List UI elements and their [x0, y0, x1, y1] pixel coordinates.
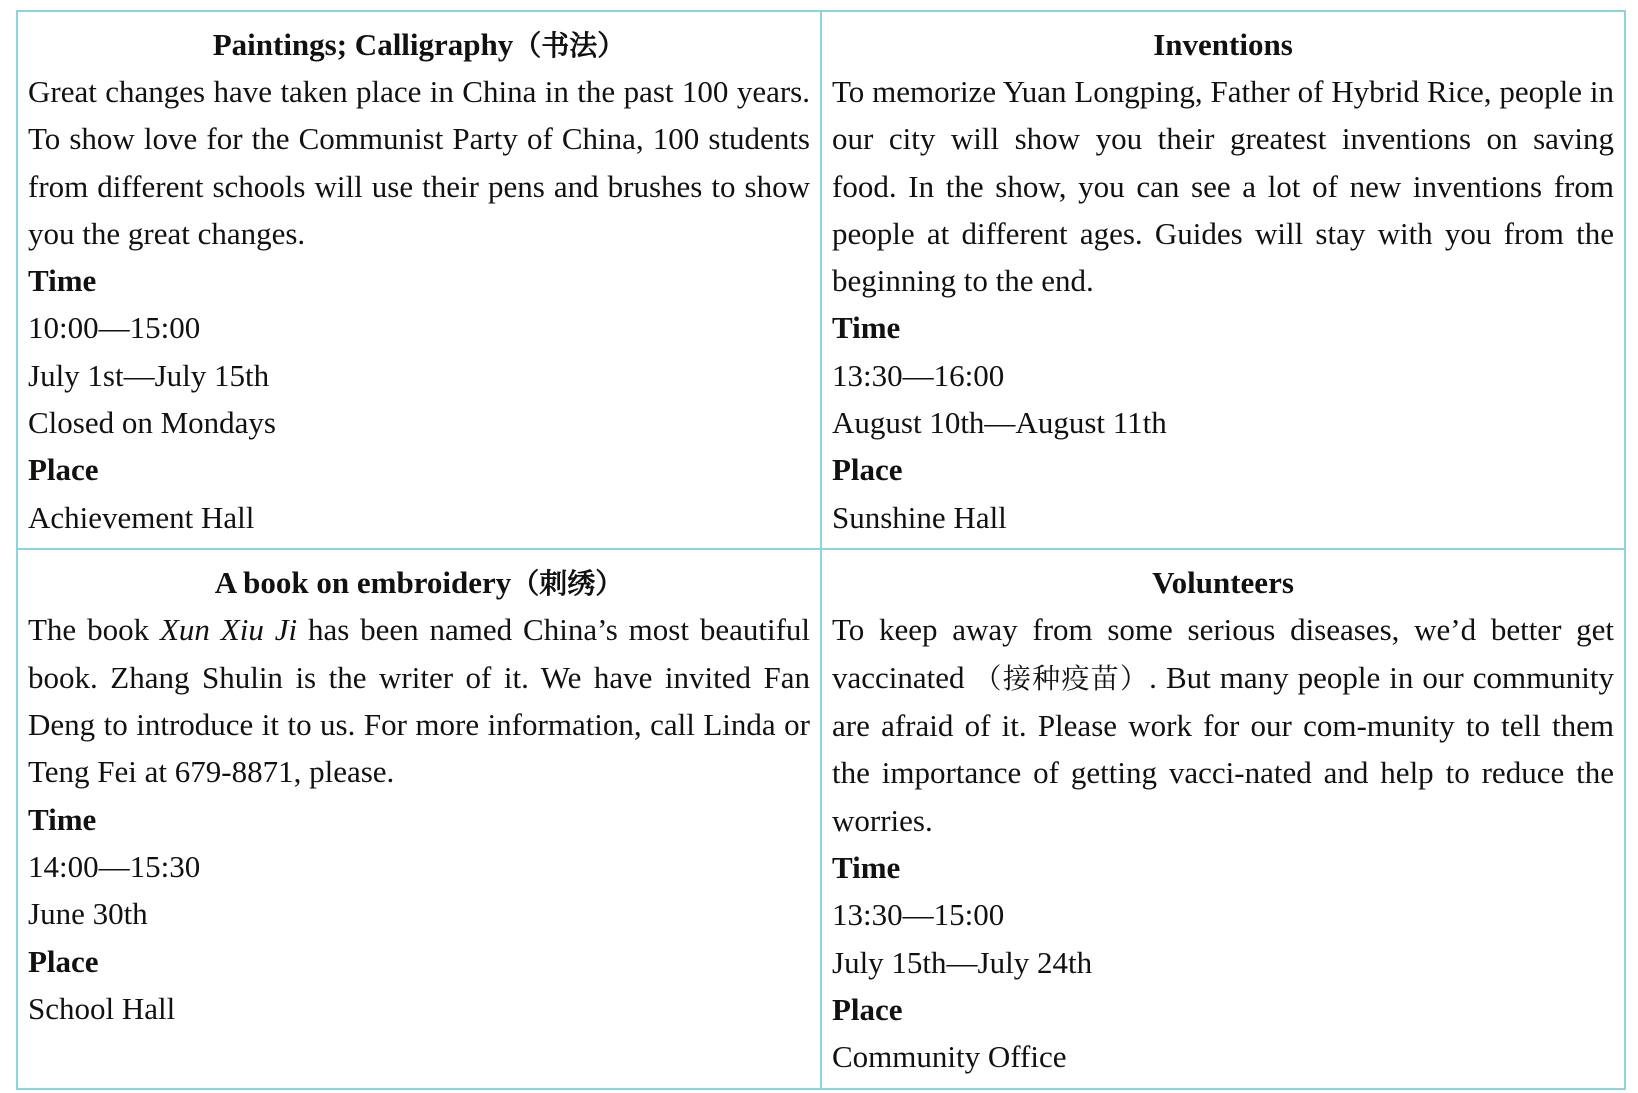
- time-hours: 10:00—15:00: [28, 310, 201, 346]
- description-part: To keep away from some serious diseases, we’d better get vaccinated: [832, 612, 1614, 695]
- card-description: To memorize Yuan Longping, Father of Hybrid Rice, people in our city will show you their greatest inventions on saving food. In the show, you can see a lot of new inventions from people at different ages. Guides will stay with you from the beginning to the end.: [832, 74, 1614, 299]
- card-title: [28, 560, 810, 606]
- place-value: Community Office: [832, 1039, 1067, 1075]
- description-part: The book: [28, 612, 160, 648]
- time-dates: July 1st—July 15th: [28, 357, 270, 393]
- card-inventions: [821, 11, 1625, 549]
- card-title: [832, 560, 1614, 606]
- time-hours: 13:30—16:00: [832, 357, 1005, 393]
- time-dates: June 30th: [28, 896, 148, 932]
- time-hours: 13:30—15:00: [832, 897, 1005, 933]
- place-value: School Hall: [28, 990, 176, 1026]
- description-part: . But many people in our community are afraid of it. Please work for our com-munity to tell them the importance of getting vacci-nated and help to reduce the worries.: [832, 659, 1614, 838]
- notice-table: [16, 10, 1626, 1090]
- card-title-text: A book on embroidery: [214, 565, 512, 601]
- card-paintings-calligraphy: [17, 11, 821, 549]
- time-label: Time: [832, 849, 901, 885]
- time-dates: August 10th—August 11th: [832, 405, 1167, 441]
- place-label: Place: [28, 452, 99, 488]
- card-volunteers: [821, 549, 1625, 1089]
- card-title-chinese: （刺绣）: [511, 567, 624, 601]
- place-value: Achievement Hall: [28, 499, 255, 535]
- place-label: Place: [28, 943, 99, 979]
- chinese-gloss: （接种疫苗）: [973, 661, 1150, 695]
- description-part: has been named China’s most beautiful book. Zhang Shulin is the writer of it. We have invited Fan Deng to introduce it to us. For more information, call Linda or Teng Fei at 679-8871, please.: [28, 612, 811, 790]
- time-hours: 14:00—15:30: [28, 848, 201, 884]
- card-title: [832, 22, 1614, 68]
- card-description: [832, 606, 1614, 843]
- time-label: Time: [28, 801, 97, 837]
- card-title-text: Paintings; Calligraphy: [212, 27, 514, 62]
- place-label: Place: [832, 991, 903, 1027]
- place-label: Place: [832, 452, 903, 488]
- card-description: [28, 606, 810, 795]
- card-title-text: Inventions: [1153, 27, 1293, 62]
- card-title-text: Volunteers: [1152, 565, 1294, 601]
- time-note: Closed on Mondays: [28, 405, 276, 441]
- card-description: Great changes have taken place in China in the past 100 years. To show love for the Communist Party of China, 100 students from different schools will use their pens and brushes to show you the great changes.: [28, 74, 810, 251]
- time-label: Time: [28, 263, 97, 299]
- time-dates: July 15th—July 24th: [832, 944, 1093, 980]
- place-value: Sunshine Hall: [832, 499, 1007, 535]
- card-title-chinese: （书法）: [513, 29, 626, 62]
- time-label: Time: [832, 310, 901, 346]
- book-title: Xun Xiu Ji: [159, 612, 298, 648]
- card-title: [28, 22, 810, 68]
- card-embroidery-book: [17, 549, 821, 1089]
